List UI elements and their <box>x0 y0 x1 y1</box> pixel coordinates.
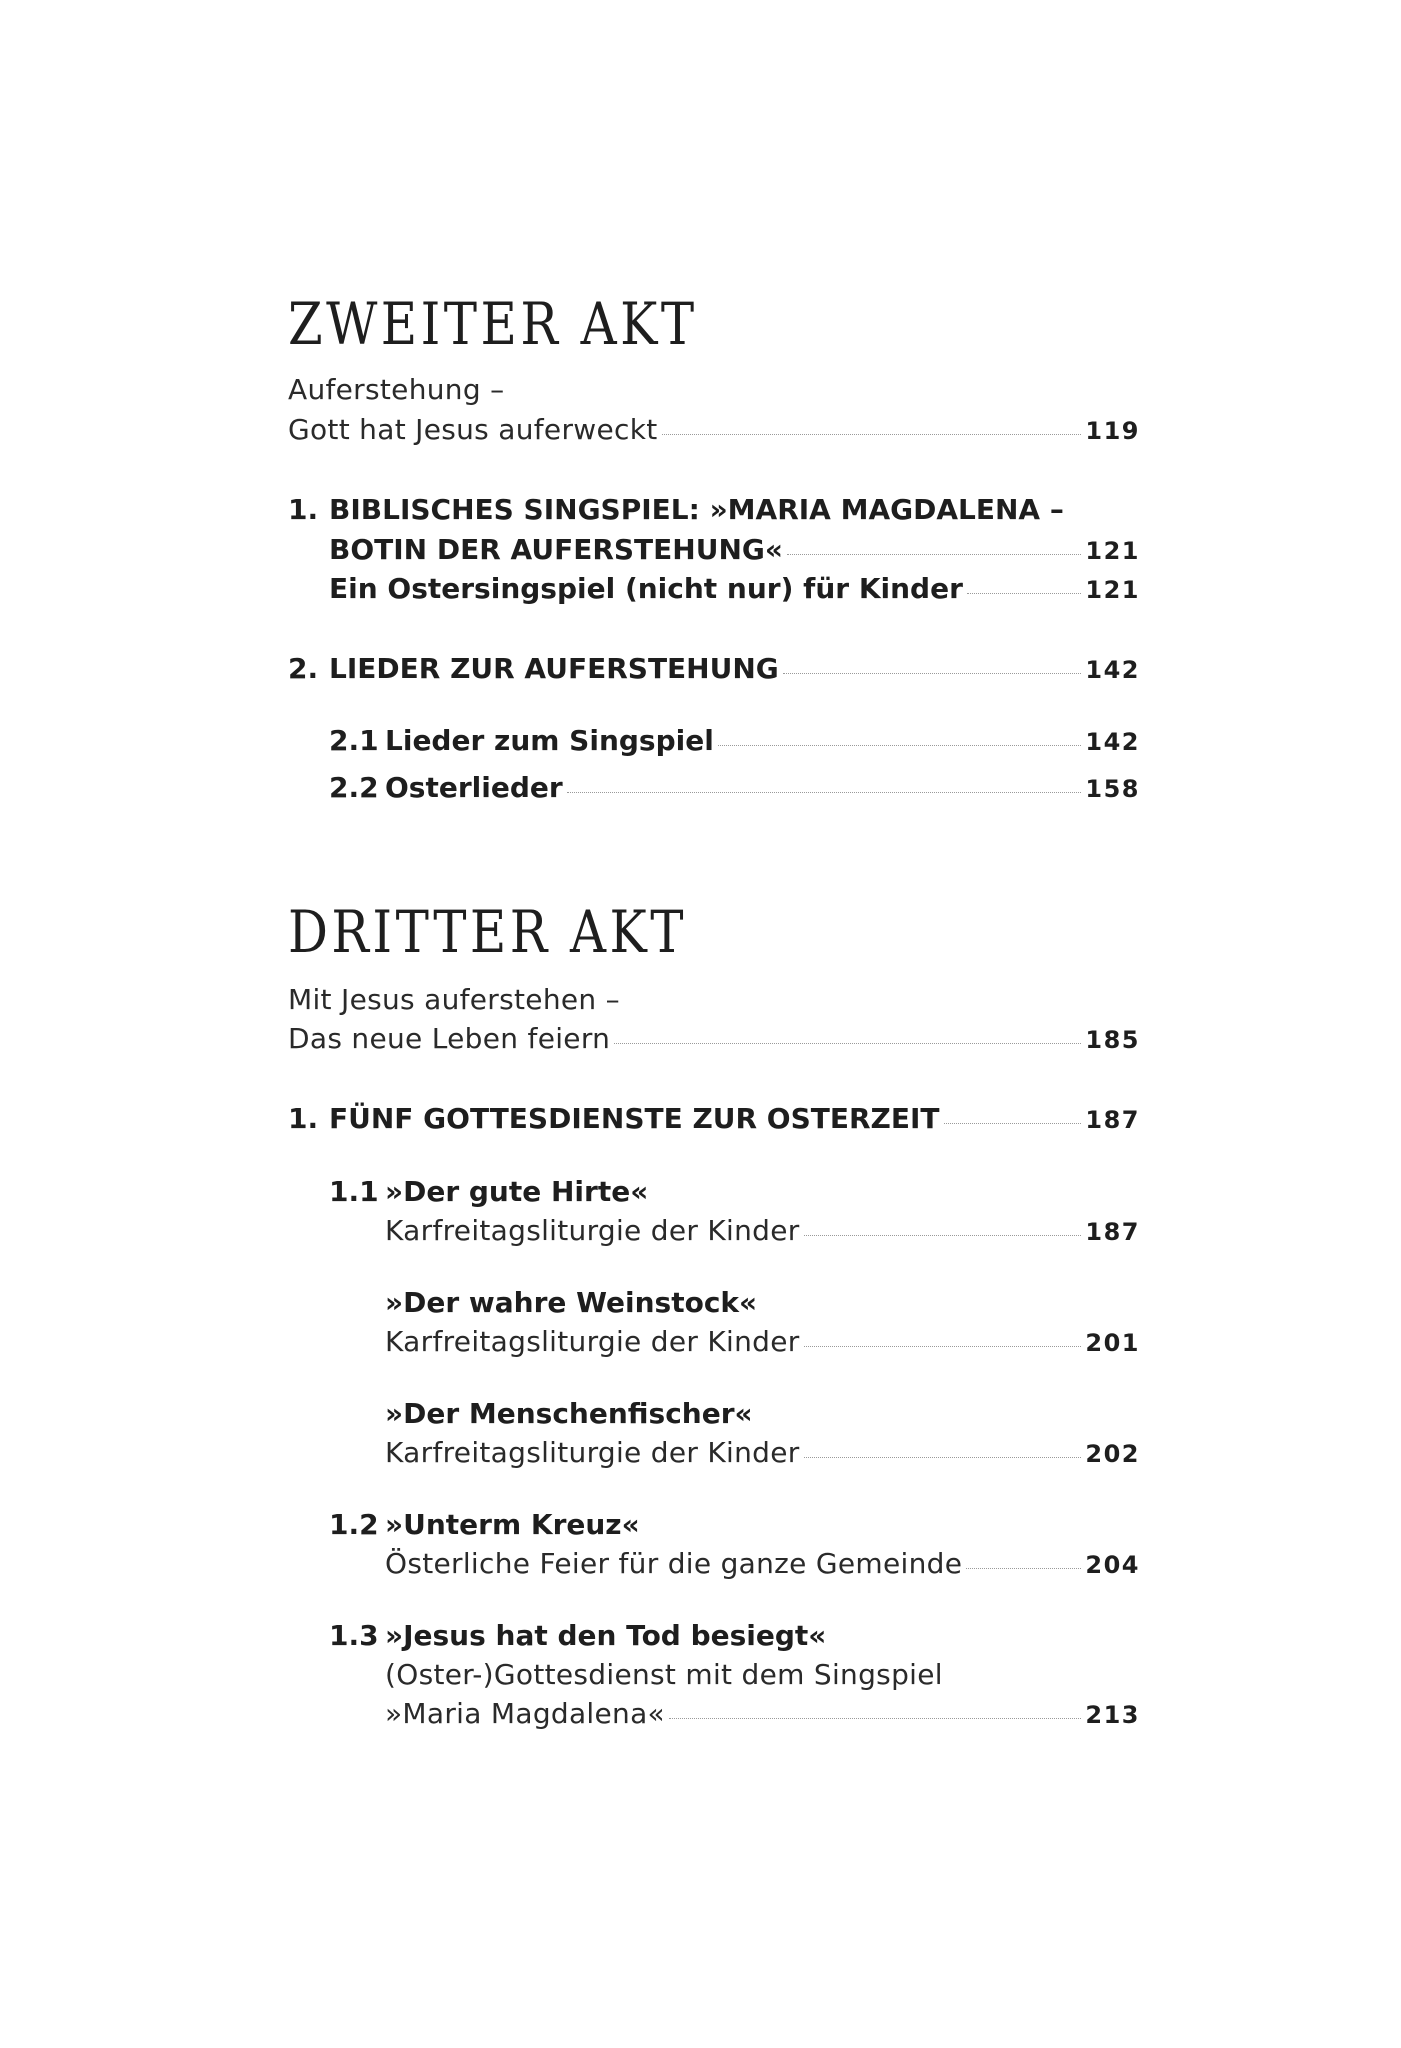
toc-entry[interactable] <box>288 569 1140 609</box>
entry-title: BIBLISCHES SINGSPIEL: »MARIA MAGDALENA – <box>329 493 1064 526</box>
toc-entry[interactable] <box>288 1322 1140 1362</box>
page-number: 142 <box>1085 728 1140 756</box>
toc-entry[interactable] <box>288 721 1140 761</box>
section-number: 2. <box>288 652 319 685</box>
entry-title: Ein Ostersingspiel (nicht nur) für Kinder <box>329 572 963 605</box>
entry-title: »Jesus hat den Tod besiegt« <box>385 1619 827 1652</box>
page-number: 121 <box>1085 576 1140 604</box>
act-title: ZWEITER AKT <box>288 290 698 358</box>
subsection-number: 2.2 <box>329 771 379 804</box>
toc-entry <box>288 1505 1140 1545</box>
toc-entry <box>288 1283 1140 1323</box>
toc-entry[interactable] <box>288 410 1140 450</box>
toc-entry <box>288 1616 1140 1656</box>
page-number: 158 <box>1085 775 1140 803</box>
entry-subtitle: (Oster-)Gottesdienst mit dem Singspiel <box>385 1658 943 1691</box>
entry-title: BOTIN DER AUFERSTEHUNG« <box>329 533 783 566</box>
toc-entry[interactable] <box>288 768 1140 808</box>
section-number: 1. <box>288 1102 319 1135</box>
dot-leader <box>804 1235 1082 1236</box>
toc-entry[interactable] <box>288 1433 1140 1473</box>
dot-leader <box>662 434 1082 435</box>
entry-title: »Der wahre Weinstock« <box>385 1286 758 1319</box>
section-number: 1. <box>288 493 319 526</box>
page-number: 119 <box>1085 417 1140 445</box>
entry-subtitle: »Maria Magdalena« <box>385 1697 665 1730</box>
toc-entry[interactable] <box>288 530 1140 570</box>
entry-title: »Der Menschenfischer« <box>385 1397 753 1430</box>
toc-entry[interactable] <box>288 1544 1140 1584</box>
entry-title: Das neue Leben feiern <box>288 1022 611 1055</box>
toc-entry <box>288 1172 1140 1212</box>
entry-subtitle: Karfreitagsliturgie der Kinder <box>385 1325 800 1358</box>
toc-entry[interactable] <box>288 1099 1140 1139</box>
dot-leader <box>787 554 1081 555</box>
dot-leader <box>567 792 1082 793</box>
toc-entry <box>288 1394 1140 1434</box>
entry-title: Lieder zum Singspiel <box>385 724 714 757</box>
entry-title: Osterlieder <box>385 771 563 804</box>
subsection-number: 1.3 <box>329 1619 379 1652</box>
dot-leader <box>718 745 1082 746</box>
page-number: 213 <box>1085 1701 1140 1729</box>
page-number: 185 <box>1085 1026 1140 1054</box>
dot-leader <box>967 593 1081 594</box>
entry-title: FÜNF GOTTESDIENSTE ZUR OSTERZEIT <box>329 1102 940 1135</box>
subsection-number: 1.1 <box>329 1175 379 1208</box>
dot-leader <box>966 1568 1081 1569</box>
page-number: 121 <box>1085 537 1140 565</box>
act-title: DRITTER AKT <box>288 898 687 966</box>
page-number: 202 <box>1085 1440 1140 1468</box>
page-number: 142 <box>1085 656 1140 684</box>
toc-entry <box>288 370 1140 410</box>
dot-leader <box>944 1123 1082 1124</box>
page-number: 187 <box>1085 1106 1140 1134</box>
entry-title: LIEDER ZUR AUFERSTEHUNG <box>329 652 779 685</box>
subsection-number: 2.1 <box>329 724 379 757</box>
subsection-number: 1.2 <box>329 1508 379 1541</box>
toc-entry[interactable] <box>288 1019 1140 1059</box>
toc-entry[interactable] <box>288 1694 1140 1734</box>
toc-entry[interactable] <box>288 649 1140 689</box>
entry-title: »Der gute Hirte« <box>385 1175 649 1208</box>
entry-title: Gott hat Jesus auferweckt <box>288 413 658 446</box>
dot-leader <box>614 1043 1081 1044</box>
entry-title: Auferstehung – <box>288 373 505 406</box>
page-number: 204 <box>1085 1551 1140 1579</box>
entry-subtitle: Karfreitagsliturgie der Kinder <box>385 1214 800 1247</box>
dot-leader <box>804 1346 1082 1347</box>
toc-entry <box>288 980 1140 1020</box>
entry-subtitle: Karfreitagsliturgie der Kinder <box>385 1436 800 1469</box>
dot-leader <box>783 673 1082 674</box>
entry-subtitle: Österliche Feier für die ganze Gemeinde <box>385 1547 963 1580</box>
toc-entry[interactable] <box>288 1211 1140 1251</box>
entry-title: Mit Jesus auferstehen – <box>288 983 620 1016</box>
entry-title: »Unterm Kreuz« <box>385 1508 640 1541</box>
page-number: 201 <box>1085 1329 1140 1357</box>
dot-leader <box>669 1718 1081 1719</box>
toc-entry <box>288 490 1140 530</box>
dot-leader <box>804 1457 1082 1458</box>
toc-entry <box>288 1655 1140 1695</box>
page-number: 187 <box>1085 1218 1140 1246</box>
